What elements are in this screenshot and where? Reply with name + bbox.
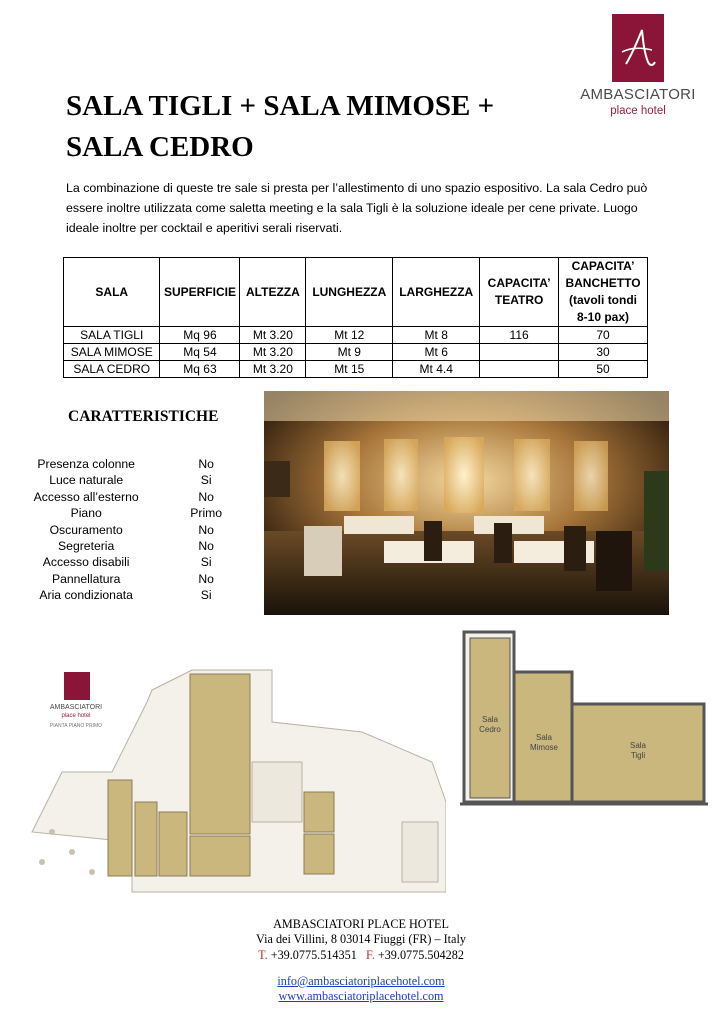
cell-superficie: Mq 54 (160, 344, 240, 361)
header-altezza: ALTEZZA (240, 258, 306, 327)
plan-logo-mark (64, 672, 90, 700)
rooms-plan-drawing (456, 628, 712, 820)
features-title: CARATTERISTICHE (68, 408, 219, 425)
table-row (64, 361, 648, 378)
logo-mark (612, 14, 664, 82)
feature-label: Presenza colonne (37, 457, 135, 471)
cell-lunghezza: Mt 12 (306, 327, 393, 344)
feature-label: Segreteria (58, 538, 115, 553)
phone-label: T. (258, 947, 268, 962)
header-larghezza: LARGHEZZA (393, 258, 480, 327)
logo-monogram-icon (612, 14, 664, 82)
cell-superficie: Mq 96 (160, 327, 240, 344)
header-banchetto-line-4: 8-10 pax) (577, 310, 630, 324)
header-banchetto-line-2: BANCHETTO (565, 276, 641, 290)
plan-label-tigli-2: Tigli (630, 751, 646, 760)
header-banchetto-line-3: (tavoli tondi (569, 293, 638, 307)
room-photo (264, 391, 669, 615)
table-row (64, 344, 648, 361)
feature-label: Piano (70, 506, 102, 521)
cell-banchetto: 70 (559, 327, 648, 344)
plan-logo-name: AMBASCIATORI (49, 704, 103, 711)
list-item (22, 587, 252, 603)
list-item (22, 505, 252, 521)
intro-paragraph: La combinazione di queste tre sale si presta per l’allestimento di uno spazio espositivo. La sala Cedro può essere inoltre utilizzata come saletta meeting e la sala Tigli è la soluzione ideale per cene private. Luogo ideale inoltre per cocktail e aperitivi serali riservati. (66, 181, 648, 235)
list-item (22, 472, 252, 488)
header-teatro-line-1: CAPACITA’ (487, 276, 551, 290)
feature-label: Luce naturale (49, 473, 124, 488)
header-teatro-line-2: TEATRO (494, 293, 544, 307)
rooms-spec-table (63, 257, 648, 378)
page-title-line-2: SALA CEDRO (66, 131, 254, 163)
plan-logo-subtitle: place hotel (61, 713, 91, 719)
feature-value: Si (200, 588, 212, 603)
feature-value: No (198, 489, 214, 504)
feature-label: Accesso disabili (42, 555, 130, 570)
page-title (66, 86, 546, 168)
logo-brand-name: AMBASCIATORI (580, 86, 696, 103)
cell-superficie: Mq 63 (160, 361, 240, 378)
feature-value: Primo (190, 506, 223, 521)
floor-plan-first-floor (22, 662, 446, 896)
list-item (22, 538, 252, 554)
cell-altezza: Mt 3.20 (240, 344, 306, 361)
header-superficie: SUPERFICIE (160, 258, 240, 327)
list-item (22, 554, 252, 570)
cell-altezza: Mt 3.20 (240, 327, 306, 344)
list-item (22, 571, 252, 587)
cell-sala: SALA TIGLI (64, 327, 160, 344)
header-capacita-teatro (480, 258, 559, 327)
list-item (22, 522, 252, 538)
floor-plan-rooms (456, 628, 712, 820)
plan-label-cedro-1: Sala (481, 715, 499, 724)
feature-value: No (198, 571, 214, 586)
footer-contacts (160, 917, 562, 1004)
cell-larghezza: Mt 6 (393, 344, 480, 361)
footer-address: Via dei Villini, 8 03014 Fiuggi (FR) – Italy (256, 932, 466, 947)
table-header-row (64, 258, 648, 327)
cell-sala: SALA CEDRO (64, 361, 160, 378)
website-link[interactable]: www.ambasciatoriplacehotel.com (278, 989, 444, 1004)
list-item (22, 489, 252, 505)
feature-label: Aria condizionata (39, 588, 133, 603)
feature-label: Oscuramento (49, 522, 123, 537)
feature-value: Si (200, 473, 212, 488)
feature-label: Pannellatura (51, 571, 121, 586)
cell-teatro: 116 (480, 327, 559, 344)
features-list (22, 456, 252, 604)
page-title-line-1: SALA TIGLI + SALA MIMOSE + (66, 90, 495, 122)
plan-caption: PIANTA PIANO PRIMO (49, 723, 103, 729)
plan-label-mimose-1: Sala (535, 733, 553, 742)
fax-label: F. (365, 947, 375, 962)
table-row (64, 327, 648, 344)
cell-larghezza: Mt 4.4 (393, 361, 480, 378)
feature-label: Accesso all’esterno (33, 489, 139, 504)
cell-lunghezza: Mt 9 (306, 344, 393, 361)
feature-value: No (198, 538, 214, 553)
cell-larghezza: Mt 8 (393, 327, 480, 344)
header-sala: SALA (64, 258, 160, 327)
footer-phone-fax (160, 948, 562, 963)
plan-label-cedro-2: Cedro (479, 725, 501, 734)
cell-sala: SALA MIMOSE (64, 344, 160, 361)
logo-brand-subtitle: place hotel (610, 105, 666, 117)
fax-number: +39.0775.504282 (377, 947, 464, 962)
feature-value: Si (200, 555, 212, 570)
dining-room-illustration (264, 391, 669, 615)
plan-label-mimose-2: Mimose (529, 743, 559, 752)
header-banchetto-line-1: CAPACITA’ (571, 259, 635, 273)
list-item (22, 456, 252, 472)
phone-number: +39.0775.514351 (270, 947, 357, 962)
header-lunghezza: LUNGHEZZA (306, 258, 393, 327)
cell-lunghezza: Mt 15 (306, 361, 393, 378)
footer-hotel-name: AMBASCIATORI PLACE HOTEL (273, 917, 449, 931)
cell-banchetto: 30 (559, 344, 648, 361)
feature-value: No (198, 457, 214, 471)
email-link[interactable]: info@ambasciatoriplacehotel.com (277, 973, 445, 988)
cell-banchetto: 50 (559, 361, 648, 378)
cell-altezza: Mt 3.20 (240, 361, 306, 378)
header-capacita-banchetto (559, 258, 648, 327)
cell-teatro (480, 361, 559, 378)
feature-value: No (198, 522, 214, 537)
plan-label-tigli-1: Sala (629, 741, 647, 750)
cell-teatro (480, 344, 559, 361)
